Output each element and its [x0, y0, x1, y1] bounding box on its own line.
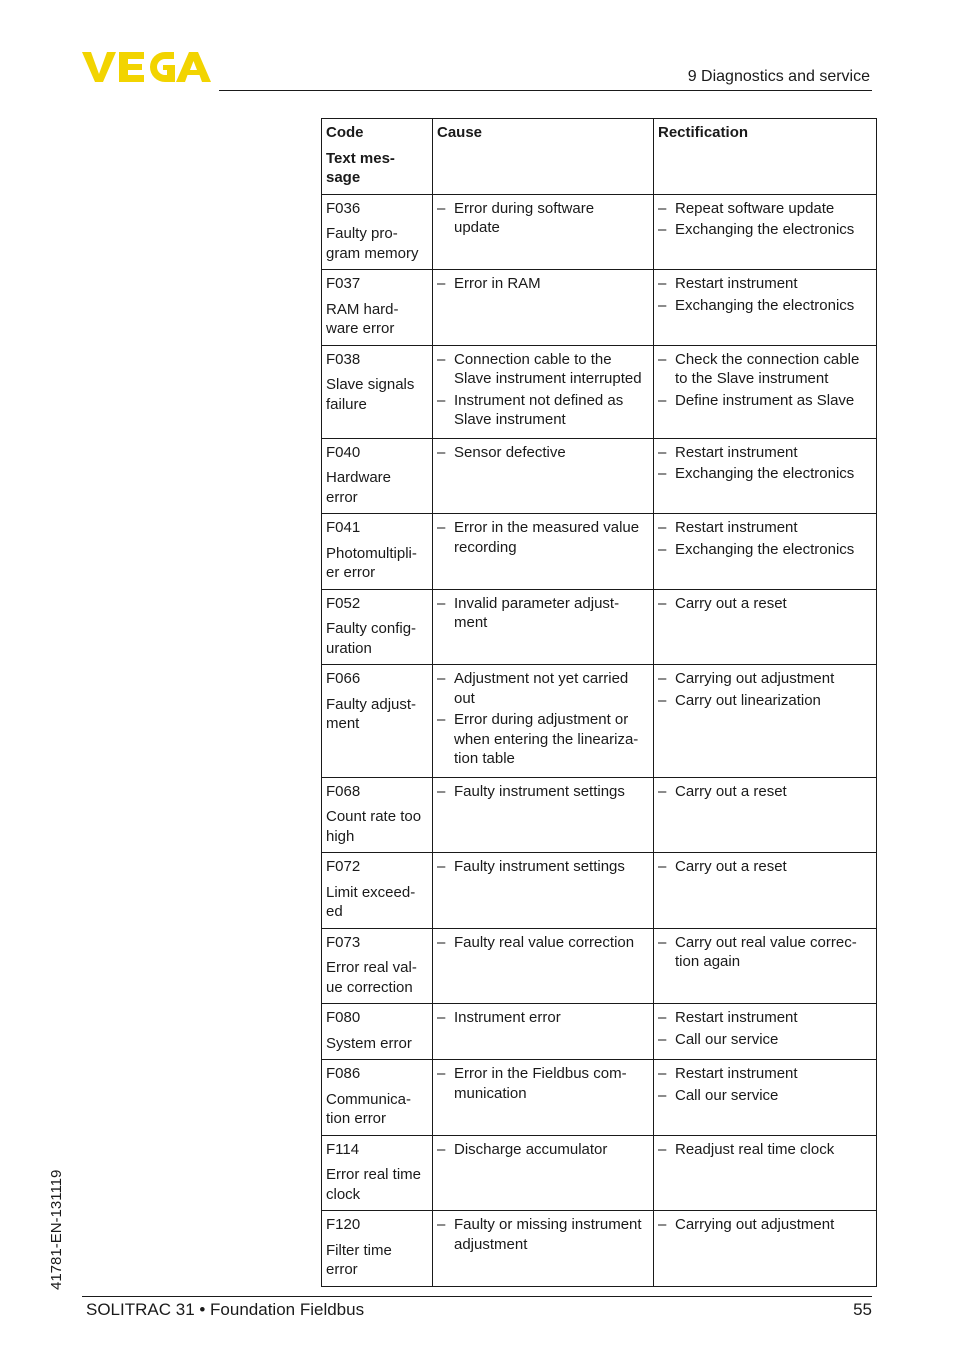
diagnostics-table: [321, 118, 877, 1287]
header-text-label: Text mes- sage: [326, 149, 395, 186]
rectification-item: – Define instrument as Slave: [658, 391, 855, 409]
rectification-item: – Exchanging the electronics: [658, 221, 855, 238]
cause-item: – Sensor defective: [437, 443, 566, 461]
cause-cell: [433, 1060, 654, 1136]
table-row: [322, 665, 877, 778]
code-cell: [322, 665, 433, 778]
cause-cell: [433, 853, 654, 929]
cause-item: – Instrument not defined as Slave instrument: [437, 391, 624, 428]
table-row: [322, 1004, 877, 1060]
rectification-item: – Carry out real value correc- tion again: [658, 933, 857, 970]
cause-cell: [433, 345, 654, 438]
code-cell: [322, 438, 433, 514]
table-body: [322, 194, 877, 1287]
cause-item: – Error during adjustment or when entering the lineariza- tion table: [437, 711, 639, 767]
header-code-label: Code: [326, 124, 364, 141]
rectification-cell: [654, 194, 877, 270]
header-cause: Cause: [433, 119, 654, 195]
rectification-cell: [654, 1004, 877, 1060]
rectification-item: – Exchanging the electronics: [658, 465, 855, 482]
cause-cell: [433, 514, 654, 590]
cause-cell: [433, 1004, 654, 1060]
code-cell: [322, 853, 433, 929]
rectification-item: – Carry out a reset: [658, 782, 787, 800]
rectification-item: – Exchanging the electronics: [658, 540, 855, 558]
cause-item: – Error in RAM: [437, 275, 541, 292]
header-code: [322, 119, 433, 195]
vega-logo: [82, 50, 212, 84]
error-code: F086: [326, 1065, 361, 1082]
error-text: Faulty config- uration: [326, 620, 417, 657]
cause-item: – Instrument error: [437, 1009, 561, 1026]
error-code: F080: [326, 1009, 361, 1026]
table-row: [322, 777, 877, 853]
table-row: [322, 928, 877, 1004]
error-code: F038: [326, 350, 361, 368]
rectification-item: – Carrying out adjustment: [658, 1216, 835, 1233]
rectification-cell: [654, 1135, 877, 1211]
code-cell: [322, 270, 433, 346]
rectification-item: – Carry out linearization: [658, 691, 821, 709]
rectification-item: – Exchanging the electronics: [658, 296, 855, 314]
cause-item: – Discharge accumulator: [437, 1140, 608, 1158]
code-cell: [322, 928, 433, 1004]
error-text: Hardware error: [326, 469, 392, 506]
error-code: F066: [326, 670, 361, 687]
rectification-item: – Restart instrument: [658, 1065, 798, 1082]
error-text: Faulty adjust- ment: [326, 695, 417, 732]
cause-cell: [433, 438, 654, 514]
table-row: [322, 1135, 877, 1211]
code-cell: [322, 777, 433, 853]
cause-cell: [433, 665, 654, 778]
error-code: F037: [326, 275, 361, 292]
code-cell: [322, 1211, 433, 1287]
code-cell: [322, 589, 433, 665]
rectification-item: – Restart instrument: [658, 1009, 798, 1026]
table-row: [322, 514, 877, 590]
cause-cell: [433, 270, 654, 346]
cause-cell: [433, 1211, 654, 1287]
error-text: Photomultipli- er error: [326, 544, 417, 581]
page-number: 55: [853, 1300, 872, 1319]
cause-item: – Faulty or missing instrument adjustment: [437, 1216, 642, 1253]
cause-item: – Faulty instrument settings: [437, 782, 625, 800]
error-code: F072: [326, 858, 361, 875]
error-code: F052: [326, 594, 361, 612]
rectification-cell: [654, 514, 877, 590]
table-row: [322, 1211, 877, 1287]
rectification-item: – Readjust real time clock: [658, 1140, 835, 1158]
error-text: Slave signals failure: [326, 376, 415, 413]
code-cell: [322, 345, 433, 438]
rectification-cell: [654, 1211, 877, 1287]
error-code: F073: [326, 933, 361, 951]
error-text: Faulty pro- gram memory: [326, 225, 419, 262]
code-cell: [322, 1004, 433, 1060]
cause-item: – Faulty real value correction: [437, 933, 635, 951]
error-text: System error: [326, 1034, 412, 1052]
cause-item: – Error in the measured value recording: [437, 519, 640, 556]
rectification-cell: [654, 853, 877, 929]
code-cell: [322, 1060, 433, 1136]
error-code: F040: [326, 443, 361, 461]
table-row: [322, 438, 877, 514]
cause-item: – Faulty instrument settings: [437, 858, 625, 875]
error-text: Communica- tion error: [326, 1090, 412, 1127]
rectification-cell: [654, 589, 877, 665]
rectification-cell: [654, 345, 877, 438]
rectification-cell: [654, 1060, 877, 1136]
rectification-item: – Restart instrument: [658, 519, 798, 536]
error-text: Count rate too high: [326, 808, 422, 845]
cause-cell: [433, 777, 654, 853]
table-header-row: [322, 119, 877, 195]
cause-cell: [433, 194, 654, 270]
cause-item: – Invalid parameter adjust- ment: [437, 594, 620, 631]
error-code: F120: [326, 1216, 361, 1233]
table-row: [322, 1060, 877, 1136]
table-row: [322, 589, 877, 665]
code-cell: [322, 194, 433, 270]
rectification-cell: [654, 438, 877, 514]
rectification-item: – Restart instrument: [658, 275, 798, 292]
rectification-cell: [654, 928, 877, 1004]
header-rule: [219, 90, 872, 91]
error-text: RAM hard- ware error: [326, 300, 399, 337]
error-text: Filter time error: [326, 1241, 392, 1278]
footer-rule: [82, 1296, 872, 1297]
cause-cell: [433, 1135, 654, 1211]
table-row: [322, 270, 877, 346]
rectification-item: – Carry out a reset: [658, 858, 787, 875]
rectification-cell: [654, 665, 877, 778]
rectification-item: – Check the connection cable to the Slave instrument: [658, 350, 860, 387]
rectification-cell: [654, 777, 877, 853]
code-cell: [322, 514, 433, 590]
error-code: F041: [326, 519, 361, 536]
cause-item: – Connection cable to the Slave instrument interrupted: [437, 350, 642, 387]
rectification-item: – Call our service: [658, 1030, 779, 1048]
table-row: [322, 853, 877, 929]
header-rectification: Rectification: [654, 119, 877, 195]
error-text: Error real val- ue correction: [326, 959, 417, 996]
error-text: Limit exceed- ed: [326, 883, 416, 920]
rectification-item: – Carrying out adjustment: [658, 670, 835, 687]
error-code: F114: [326, 1140, 360, 1158]
table-row: [322, 345, 877, 438]
error-code: F036: [326, 199, 361, 217]
rectification-cell: [654, 270, 877, 346]
rectification-item: – Carry out a reset: [658, 594, 787, 612]
rectification-item: – Restart instrument: [658, 443, 798, 461]
section-title: 9 Diagnostics and service: [687, 68, 870, 85]
cause-item: – Error in the Fieldbus com- munication: [437, 1065, 627, 1102]
rectification-item: – Repeat software update: [658, 199, 835, 217]
footer-product: SOLITRAC 31 • Foundation Fieldbus: [86, 1300, 365, 1319]
rectification-item: – Call our service: [658, 1086, 779, 1104]
document-number: 41781-EN-131119: [48, 1169, 65, 1290]
cause-cell: [433, 589, 654, 665]
cause-item: – Adjustment not yet carried out: [437, 670, 629, 707]
cause-cell: [433, 928, 654, 1004]
error-text: Error real time clock: [326, 1166, 422, 1203]
table-row: [322, 194, 877, 270]
code-cell: [322, 1135, 433, 1211]
cause-item: – Error during software update: [437, 199, 595, 236]
error-code: F068: [326, 782, 361, 800]
